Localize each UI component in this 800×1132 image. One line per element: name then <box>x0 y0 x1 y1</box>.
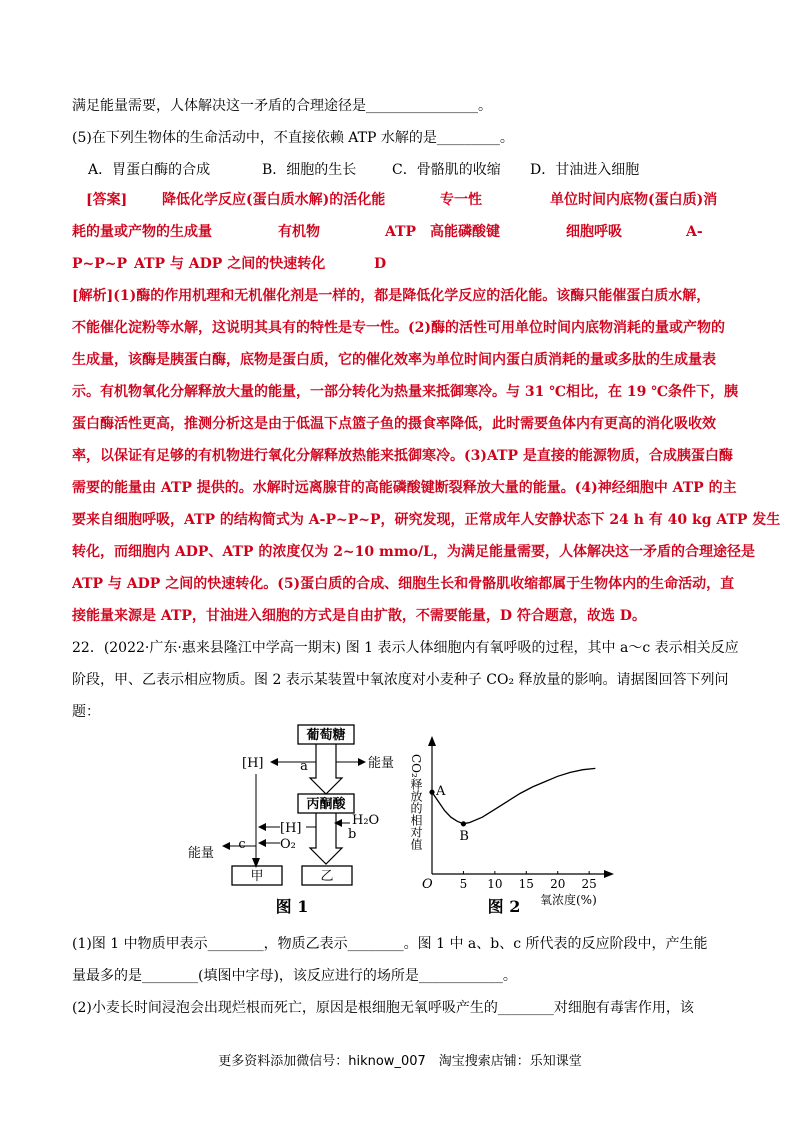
analysis-line: 蛋白酶活性更高，推测分析这是由于低温下点篮子鱼的摄食率降低，此时需要鱼体内有更高的消化吸收效 <box>72 416 716 432</box>
point-a-label: A <box>436 784 446 800</box>
h-label-1: [H] <box>242 756 264 771</box>
o2-label: O₂ <box>280 837 296 852</box>
x-tick-label: 15 <box>518 877 534 891</box>
figure-2-chart <box>409 722 622 922</box>
answer-item: 降低化学反应(蛋白质水解)的活化能 <box>162 192 386 208</box>
h2o-label: H₂O <box>352 813 380 828</box>
answer-item: 有机物 <box>278 224 320 240</box>
answer-item: D <box>374 256 387 272</box>
analysis-line: 要来自细胞呼吸，ATP 的结构简式为 A-P~P~P，研究发现，正常成年人安静状态下 24 h 有 40 kg ATP 发生 <box>72 512 781 528</box>
figure-1-diagram <box>180 722 410 922</box>
q22-line: 22．(2022·广东·惠来县隆江中学高一期末) 图 1 表示人体细胞内有氧呼吸的过程，其中 a～c 表示相关反应 <box>72 640 739 656</box>
option-b: B．细胞的生长 <box>262 162 357 178</box>
sub-question-line: 量最多的是________(填图中字母)，该反应进行的场所是____________。 <box>72 968 517 984</box>
pyruvate-label: 丙酮酸 <box>306 797 346 812</box>
jia-label: 甲 <box>250 869 264 884</box>
energy-label-2: 能量 <box>188 846 215 861</box>
point-a <box>429 790 434 795</box>
answer-item: P~P~P <box>72 256 128 272</box>
co2-curve <box>432 768 595 823</box>
point-b <box>461 821 466 826</box>
stage-a-label: a <box>300 759 308 774</box>
answer-item: 细胞呼吸 <box>566 224 622 240</box>
footer: 更多资料添加微信号：hiknow_007 淘宝搜索店铺：乐知课堂 <box>218 1054 582 1069</box>
yi-label: 乙 <box>320 869 334 884</box>
analysis-line: 接能量来源是 ATP，甘油进入细胞的方式是自由扩散，不需要能量，D 符合题意，故选 D。 <box>72 608 646 624</box>
energy-label-1: 能量 <box>368 756 395 771</box>
x-tick-label: 5 <box>459 877 468 891</box>
analysis-line: 生成量，该酶是胰蛋白酶，底物是蛋白质，它的催化效率为单位时间内蛋白质消耗的量或多肽的生成量表 <box>72 352 716 368</box>
option-a: A．胃蛋白酶的合成 <box>88 162 211 178</box>
answer-item: 耗的量或产物的生成量 <box>72 224 212 240</box>
stage-c-label: c <box>238 837 246 852</box>
q22-line: 题： <box>72 704 100 720</box>
sub-question-line: (2)小麦长时间浸泡会出现烂根而死亡，原因是根细胞无氧呼吸产生的________对细胞有毒害作用，该 <box>72 1000 694 1016</box>
x-axis-label: 氧浓度(%) <box>540 893 597 907</box>
sub-question-line: (1)图 1 中物质甲表示________，物质乙表示________。图 1 中 a、b、c 所代表的反应阶段中，产生能 <box>72 936 708 952</box>
analysis-line: 转化，而细胞内 ADP、ATP 的浓度仅为 2~10 mmo/L，为满足能量需要，人体解决这一矛盾的合理途径是 <box>72 544 755 560</box>
q22-line: 阶段，甲、乙表示相应物质。图 2 表示某装置中氧浓度对小麦种子 CO₂ 释放量的影响。请据图回答下列问 <box>72 672 729 688</box>
analysis-line: 需要的能量由 ATP 提供的。水解时远离腺苷的高能磷酸键断裂释放大量的能量。(4)神经细胞中 ATP 的主 <box>72 480 737 496</box>
analysis-line: ATP 与 ADP 之间的快速转化。(5)蛋白质的合成、细胞生长和骨骼肌收缩都属于生物体内的生命活动，直 <box>72 576 735 592</box>
y-axis-label: CO₂释放的相对值 <box>409 754 423 850</box>
hollow-arrow-a <box>310 744 342 794</box>
answer-item: 高能磷酸键 <box>430 224 500 240</box>
answer-item: ATP 与 ADP 之间的快速转化 <box>134 256 326 272</box>
analysis-line: 示。有机物氧化分解释放大量的能量，一部分转化为热量来抵御寒冷。与 31 ℃相比，在 19 ℃条件下，胰 <box>72 384 739 400</box>
answer-label: [答案] <box>86 192 128 208</box>
stage-b-label: b <box>348 827 357 842</box>
answer-item: 单位时间内底物(蛋白质)消 <box>550 192 718 208</box>
point-b-label: B <box>459 828 469 844</box>
x-tick-label: 25 <box>581 877 597 891</box>
question-5: (5)在下列生物体的生命活动中，不直接依赖 ATP 水解的是_________。 <box>72 130 514 146</box>
answer-item: A- <box>686 224 703 240</box>
figure-2-caption: 图 2 <box>487 897 521 916</box>
origin-label: O <box>422 877 433 892</box>
option-d: D．甘油进入细胞 <box>530 162 640 178</box>
x-tick-label: 10 <box>487 877 503 891</box>
answer-item: 专一性 <box>440 192 482 208</box>
hollow-arrow-b <box>310 813 342 864</box>
analysis-line: [解析](1)酶的作用机理和无机催化剂是一样的，都是降低化学反应的活化能。该酶只能催蛋白质水解， <box>72 288 711 304</box>
text-line: 满足能量需要，人体解决这一矛盾的合理途径是________________。 <box>72 98 492 114</box>
h-label-2: [H] <box>280 821 302 836</box>
option-c: C．骨骼肌的收缩 <box>392 162 501 178</box>
analysis-line: 率，以保证有足够的有机物进行氧化分解释放热能来抵御寒冷。(3)ATP 是直接的能源物质，合成胰蛋白酶 <box>72 448 733 464</box>
x-tick-label: 20 <box>550 877 566 891</box>
analysis-line: 不能催化淀粉等水解，这说明其具有的特性是专一性。(2)酶的活性可用单位时间内底物消耗的量或产物的 <box>72 320 725 336</box>
glucose-label: 葡萄糖 <box>306 728 346 743</box>
answer-item: ATP <box>385 224 417 240</box>
figure-1-caption: 图 1 <box>275 897 309 916</box>
